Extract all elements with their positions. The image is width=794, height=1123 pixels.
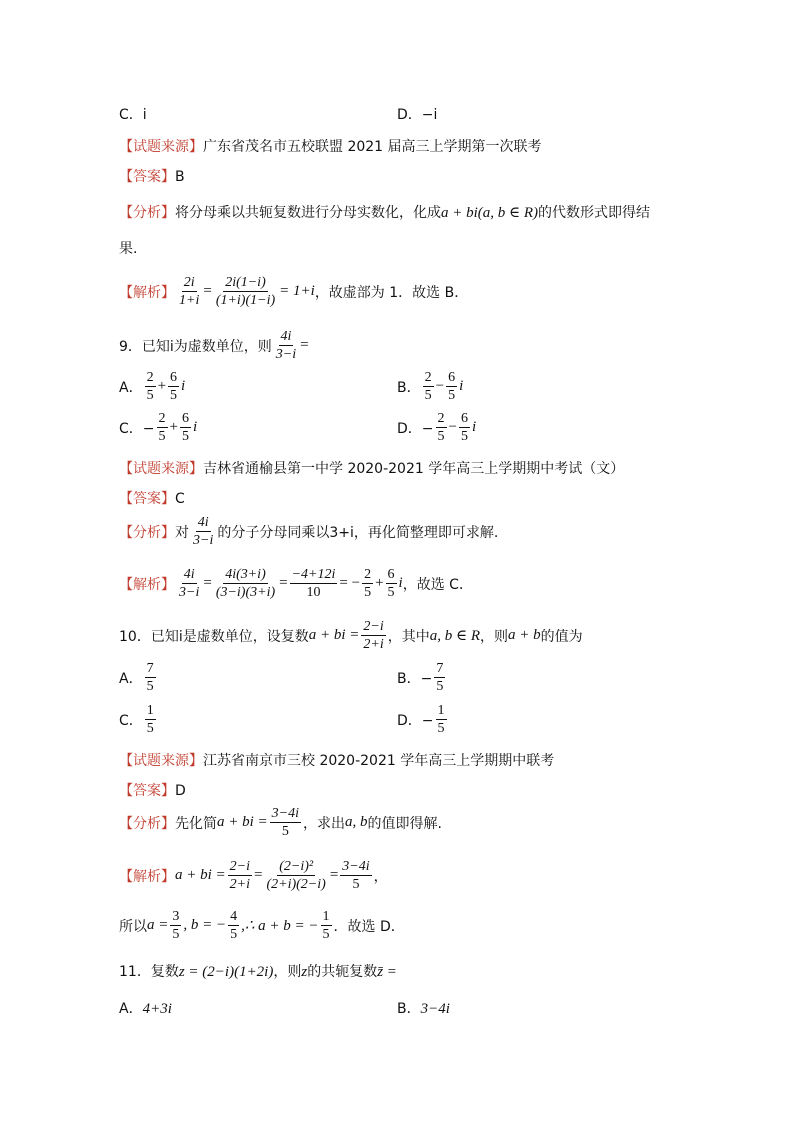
q11-stem: 11．复数z = (2−i)(1+2i)，则z的共轭复数z̄ =: [119, 964, 397, 980]
fraction: $\frac{2i(1-i)}{(1+i)(1-i)}$: [215, 275, 276, 308]
q11-option-a: A．4+3i: [119, 1001, 172, 1017]
fraction: $\frac{2i}{1+i}$: [179, 275, 200, 308]
q9-source: 吉林省通榆县第一中学 2020-2021 学年高三上学期期中考试（文）: [203, 461, 625, 477]
analysis-label: 【分析】: [119, 205, 175, 221]
q9-option-c: C．− $\frac{2}{5}$ + $\frac{6}{5}$ i: [119, 411, 198, 444]
q9-answer-line: 【答案】C: [119, 491, 185, 507]
q8-solution-line: 【解析】 $\frac{2i}{1+i}$ = $\frac{2i(1-i)}{(1+i)(1-i)}$ = 1+i ，故虚部为 1．故选 B．: [119, 275, 469, 308]
q8-answer-line: [119, 166, 185, 186]
q8-answer: B: [175, 169, 185, 185]
solution-label: 【解析】: [119, 284, 175, 301]
q10-answer: D: [175, 783, 186, 799]
q10-source: 江苏省南京市三校 2020-2021 学年高三上学期期中联考: [203, 753, 555, 769]
q10-solution-line: 【解析】 a + bi = $\frac{2-i}{2+i}$ = $\frac{\text{(2−i)²}}{(2+i)(2-i)}$ = $\frac{3-4i}{5}$ ，: [119, 859, 388, 892]
q10-source-line: 【试题来源】江苏省南京市三校 2020-2021 学年高三上学期期中联考: [119, 753, 555, 769]
q9-analysis-line: 【分析】 对 $\frac{4i}{3-i}$ 的分子分母同乘以3+i，再化简整理即可求解.: [119, 515, 499, 548]
q8-source-line: [119, 136, 542, 156]
q10-option-d: D．− $\frac{1}{5}$: [397, 703, 445, 736]
q10-conclusion-line: 所以 a = $\frac{3}{5}$ , b = − $\frac{4}{5}$ ,∴ a + b = − $\frac{1}{5}$ ．故选 D．: [119, 909, 405, 942]
q8-option-d: D．−i: [397, 107, 438, 123]
answer-label: 【答案】: [119, 169, 175, 185]
q10-option-b: B．− $\frac{7}{5}$: [397, 661, 444, 694]
q10-answer-line: 【答案】D: [119, 783, 186, 799]
q8-analysis-line2: 果.: [119, 241, 138, 257]
source-label: 【试题来源】: [119, 139, 203, 155]
q9-solution-line: 【解析】 $\frac{4i}{3-i}$ = $\frac{4i(3+i)}{(3-i)(3+i)}$ = $\frac{-4+12i}{10}$ = − $\frac{2}{5}$ + $\frac{6}{5}$ i ，故选 C．: [119, 567, 473, 600]
q8-analysis-math: a + bi(a, b ∈ R): [441, 205, 539, 221]
q8-source: 广东省茂名市五校联盟 2021 届高三上学期第一次联考: [203, 139, 542, 155]
q9-stem: 9．已知i为虚数单位，则 $\frac{4i}{3-i}$ =: [119, 329, 309, 362]
q10-analysis-line: 【分析】 先化简 a + bi = $\frac{3-4i}{5}$ ，求出 a, b 的值即得解.: [119, 806, 442, 839]
q10-stem: 10．已知i是虚数单位，设复数 a + bi = $\frac{2-i}{2+i}$ ，其中 a, b ∈ R ，则 a + b 的值为: [119, 619, 583, 652]
q8-option-c: C．i: [119, 107, 147, 123]
q9-source-line: 【试题来源】吉林省通榆县第一中学 2020-2021 学年高三上学期期中考试（文）: [119, 461, 625, 477]
q9-answer: C: [175, 491, 185, 507]
fraction: $\frac{4i}{3-i}$: [275, 329, 297, 362]
q10-option-a: A． $\frac{7}{5}$: [119, 661, 154, 694]
q8-analysis-line: 【分析】将分母乘以共轭复数进行分母实数化，化成a + bi(a, b ∈ R)的代数形式即得结: [119, 205, 651, 221]
q10-option-c: C． $\frac{1}{5}$: [119, 703, 154, 736]
q9-option-d: D．− $\frac{2}{5}$ − $\frac{6}{5}$ i: [397, 411, 477, 444]
q9-option-b: B． $\frac{2}{5}$ − $\frac{6}{5}$ i: [397, 370, 464, 403]
q11-option-b: B．3−4i: [397, 1001, 450, 1017]
q9-option-a: A． $\frac{2}{5}$ + $\frac{6}{5}$ i: [119, 370, 186, 403]
